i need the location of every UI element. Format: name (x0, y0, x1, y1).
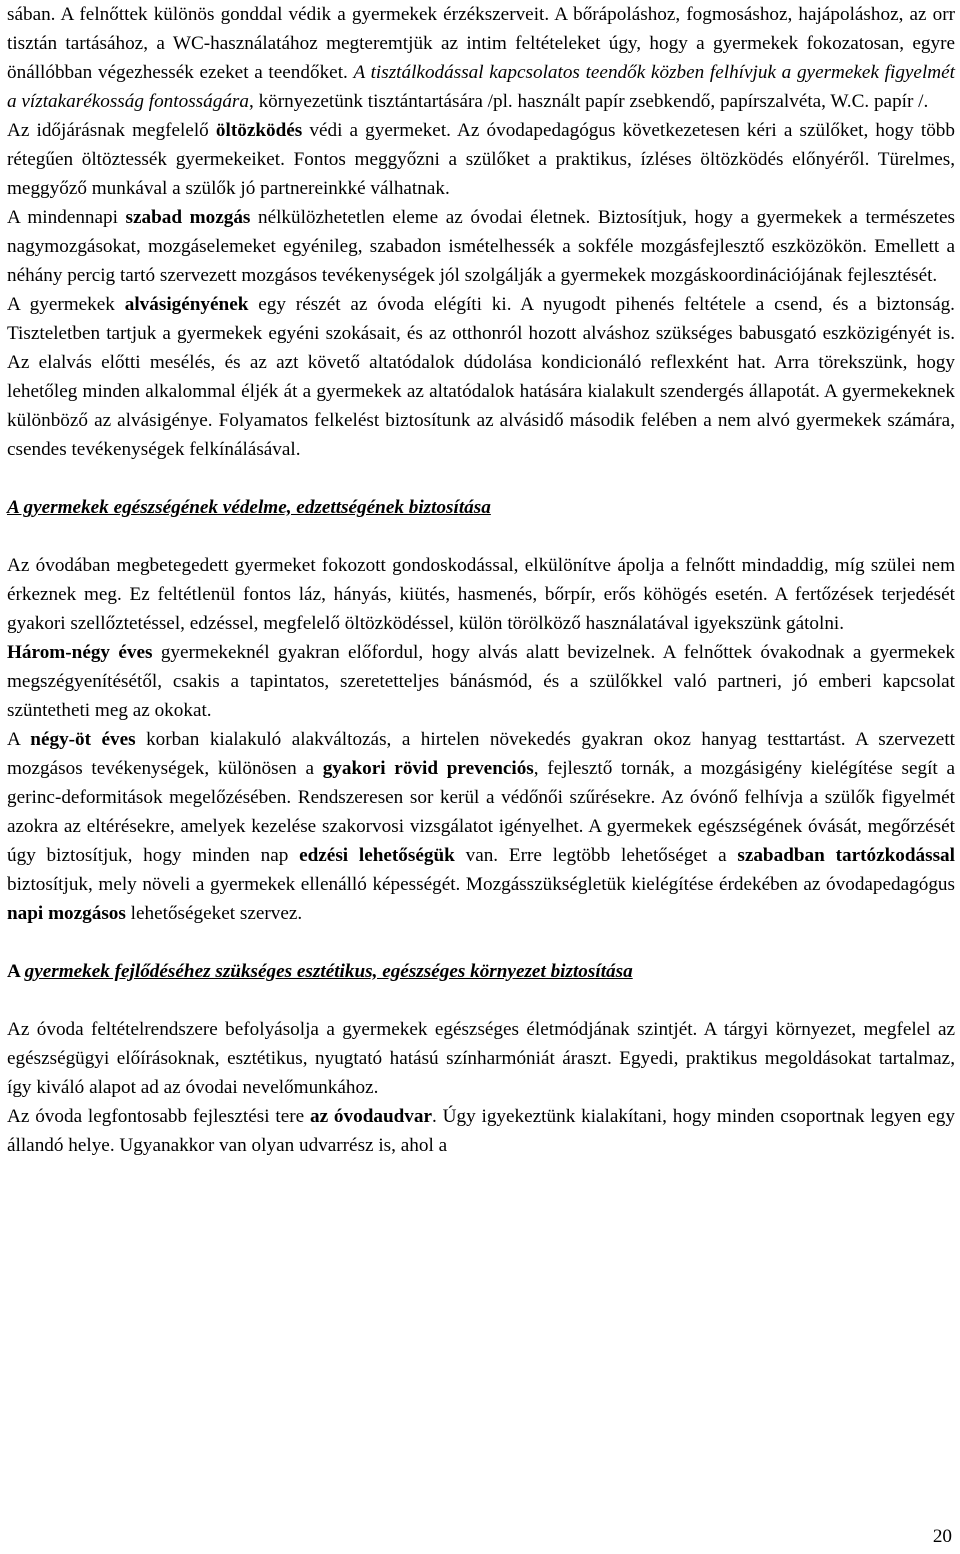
paragraph-clothing (7, 116, 955, 203)
text-run: Az óvoda legfontosabb fejlesztési tere (7, 1106, 310, 1127)
text-run: A tisztálkodással kapcsolatos teendők közben felhívjuk a gyermekek figyelmét a víztakarékosság fontosságára (7, 62, 955, 112)
section-environment-body (7, 1015, 955, 1160)
text-run: nélkülözhetetlen eleme az óvodai életnek. Biztosítjuk, hogy a gyermekek a természetes nagymozgásokat, mozgáselemeket egyénileg, szabadon ismételhessék a sokféle mozgásfejlesztő eszközökön. Emellett a néhány percig tartó szervezett mozgásos tevékenységek jól szolgálják a gyermekek mozgáskoordinációjának fejlesztését. (7, 207, 955, 286)
document-page (7, 0, 955, 1160)
paragraph-free-movement (7, 203, 955, 290)
text-run: lehetőségeket szervez. (125, 903, 303, 924)
spacer (7, 522, 955, 551)
text-run: alvásigényének (124, 294, 249, 315)
paragraph-hygiene (7, 0, 955, 116)
text-run: A gyermekek (7, 294, 125, 315)
text-run: az óvodaudvar (309, 1106, 433, 1127)
section-hygiene-body (7, 0, 955, 464)
text-run: , környezetünk tisztántartására /pl. használt papír zsebkendő, papírszalvéta, W.C. papír /. (248, 91, 929, 112)
spacer (7, 928, 955, 957)
section-heading-health-protection: A gyermekek egészségének védelme, edzettségének biztosítása (7, 497, 491, 518)
text-run: gyermekeknél gyakran előfordul, hogy alvás alatt bevizelnek. A felnőttek óvakodnak a gyermekek megszégyenítésétől, csakis a tapintatos, szeretetteljes bánásmód, és a szülőkkel való partneri, jó emberi kapcsolat szüntetheti meg az okokat. (7, 642, 955, 721)
paragraph-yard (7, 1102, 955, 1160)
text-run: szabadban tartózkodással (737, 845, 955, 866)
paragraph-conditions (7, 1015, 955, 1102)
text-run: , fejlesztő tornák, a mozgásigény kielégítése segít a gerinc-deformitások megelőzésében. Rendszeresen sor kerül a védőnői szűrésekre. Az óvónő felhívja a szülők figyelmét azokra az eltérésekre, amelyek kezelése szakorvosi vizsgálatot igényelhet. A gyermekek egészségének óvását, megőrzését úgy biztosítjuk, hogy minden nap (7, 758, 955, 866)
text-run: öltözködés (215, 120, 303, 141)
page-number: 20 (932, 1526, 952, 1547)
spacer (7, 464, 955, 493)
paragraph-sleep (7, 290, 955, 464)
spacer (7, 986, 955, 1015)
text-run: gyermekek fejlődéséhez szükséges esztétikus, egészséges környezet biztosítása (24, 961, 633, 982)
section-health-body (7, 551, 955, 928)
text-run: Három-négy éves (7, 642, 153, 663)
text-run: Az időjárásnak megfelelő (7, 120, 216, 141)
text-run: védi a gyermeket. Az óvodapedagógus következetesen kéri a szülőket, hogy több rétegűen öltöztessék gyermekeiket. Fontos meggyőzni a szülőket a praktikus, ízléses öltözködés előnyéről. Türelmes, meggyőző munkával a szülők jó partnereinkké válhatnak. (7, 120, 955, 199)
text-run: négy-öt éves (30, 729, 136, 750)
text-run: gyakori rövid prevenciós (322, 758, 534, 779)
text-run: edzési lehetőségük (299, 845, 455, 866)
text-run: A (7, 961, 25, 982)
paragraph-sick-children (7, 551, 955, 638)
text-run: szabad mozgás (125, 207, 251, 228)
text-run: A mindennapi (7, 207, 126, 228)
text-run: Az óvodában megbetegedett gyermeket fokozott gondoskodással, elkülönítve ápolja a felnőtt mindaddig, míg szülei nem érkeznek meg. Ez feltétlenül fontos láz, hányás, kiütés, hasmenés, bőrpír, erős köhögés esetén. A fertőzések terjedését gyakori szellőztetéssel, edzéssel, megfelelő öltözködéssel, külön törölköző használatával igyekszünk gátolni. (7, 555, 955, 634)
text-run: A (7, 729, 31, 750)
section-heading-environment (7, 957, 955, 986)
text-run: korban kialakuló alakváltozás, a hirtelen növekedés gyakran okoz hanyag testtartást. A szervezett mozgásos tevékenységek, különösen a (7, 729, 955, 779)
paragraph-four-five-year-olds (7, 725, 955, 928)
text-run: egy részét az óvoda elégíti ki. A nyugodt pihenés feltétele a csend, és a biztonság. Tiszteletben tartjuk a gyermekek egyéni szokásait, és az otthonról hozott alváshoz szükséges babusgató eszközigényét is. Az elalvás előtti mesélés, és az azt követő altatódalok dúdolása kondicionáló reflexként hat. Arra törekszünk, hogy lehetőleg minden alkalommal éljék át a gyermekek az altatódalok hatására kialakult szendergés állapotát. A gyermekeknek különböző az alvásigénye. Folyamatos felkelést biztosítunk az alvásidő második felében a nem alvó gyermekek számára, csendes tevékenységek felkínálásával. (7, 294, 955, 460)
text-run: . Úgy igyekeztünk kialakítani, hogy minden csoportnak legyen egy állandó helye. Ugyanakkor van olyan udvarrész is, ahol a (7, 1106, 955, 1156)
text-run: biztosítjuk, mely növeli a gyermekek ellenálló képességét. Mozgásszükségletük kielégítése érdekében az óvodapedagógus (7, 874, 955, 895)
text-run: van. Erre legtöbb lehetőséget a (454, 845, 738, 866)
text-run: Az óvoda feltételrendszere befolyásolja a gyermekek egészséges életmódjának szintjét. A tárgyi környezet, megfelel az egészségügyi előírásoknak, esztétikus, nyugtató hatású színharmóniát áraszt. Egyedi, praktikus megoldásokat tartalmaz, így kiváló alapot ad az óvodai nevelőmunkához. (7, 1019, 955, 1098)
text-run: sában. A felnőttek különös gonddal védik a gyermekek érzékszerveit. A bőrápoláshoz, fogmosáshoz, hajápoláshoz, az orr tisztán tartásához, a WC-használatához megteremtjük az intim feltételeket úgy, hogy a gyermekek fokozatosan, egyre önállóbban végezhessék ezeket a teendőket. (7, 4, 955, 83)
text-run: napi mozgásos (7, 903, 126, 924)
paragraph-three-four-year-olds (7, 638, 955, 725)
